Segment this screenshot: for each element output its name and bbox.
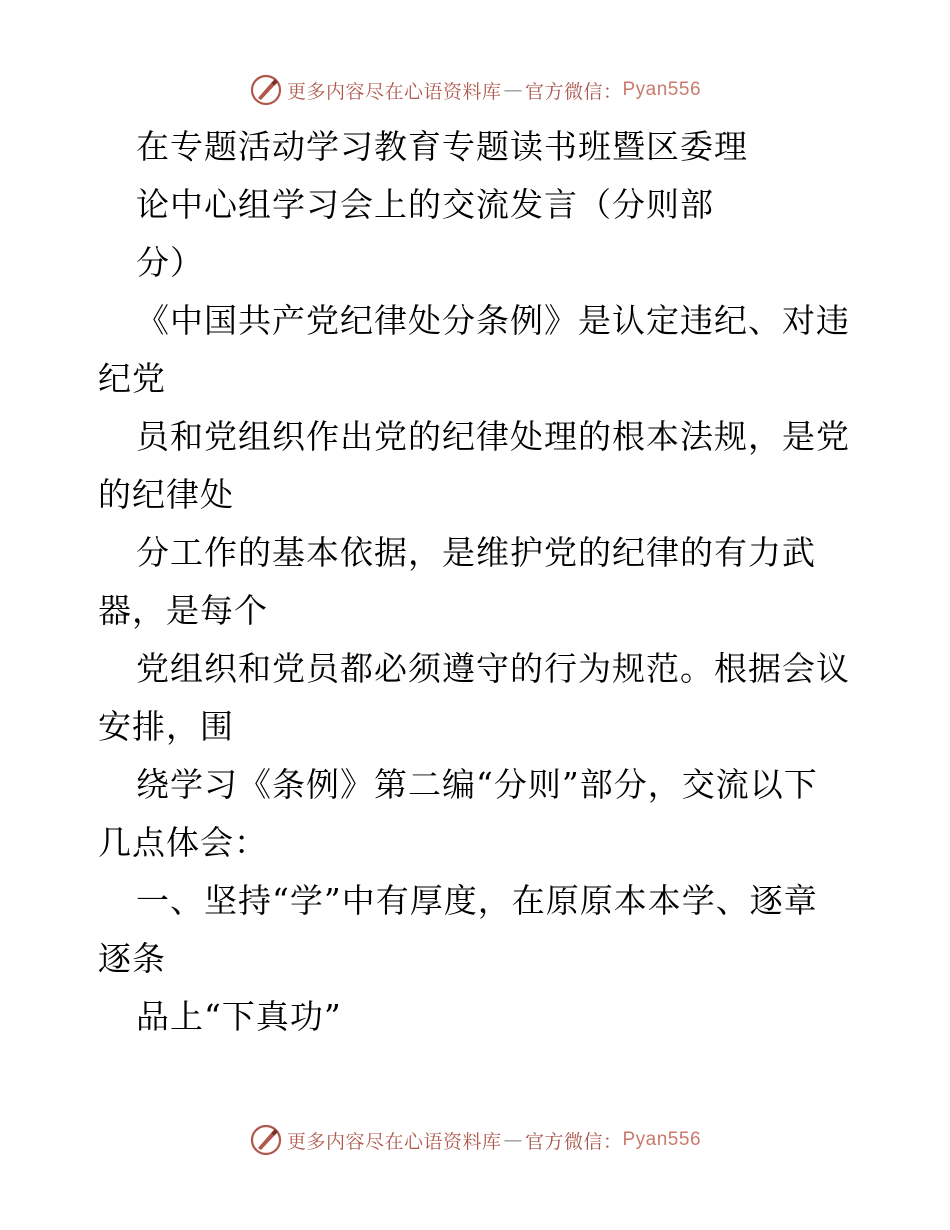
watermark-wechat-id: Pyan556 xyxy=(622,1129,702,1150)
document-line: 一、坚持“学”中有厚度，在原原本本学、逐章 xyxy=(136,881,818,920)
watermark-separator: — xyxy=(503,79,523,101)
watermark-wechat-label: 官方微信： xyxy=(524,80,623,103)
watermark-wechat-id: Pyan556 xyxy=(622,79,702,100)
header-watermark xyxy=(0,70,950,110)
watermark-wechat-label: 官方微信： xyxy=(524,1130,623,1153)
watermark-site-text: 更多内容尽在心语资料库 xyxy=(286,80,502,103)
pen-logo-icon xyxy=(249,73,283,107)
document-line: 的纪律处 xyxy=(98,475,234,514)
document-line: 安排，围 xyxy=(98,707,234,746)
document-line: 《中国共产党纪律处分条例》是认定违纪、对违 xyxy=(136,301,850,340)
document-line: 品上“下真功” xyxy=(136,997,342,1036)
document-line: 器，是每个 xyxy=(98,591,268,630)
document-line: 分） xyxy=(136,243,204,282)
watermark-separator: — xyxy=(503,1129,523,1151)
document-line: 纪党 xyxy=(98,359,166,398)
document-line: 绕学习《条例》第二编“分则”部分，交流以下 xyxy=(136,765,818,804)
document-line: 分工作的基本依据，是维护党的纪律的有力武 xyxy=(136,533,816,572)
document-line: 逐条 xyxy=(98,939,166,978)
footer-watermark xyxy=(0,1120,950,1160)
document-line: 员和党组织作出党的纪律处理的根本法规，是党 xyxy=(136,417,850,456)
pen-logo-icon xyxy=(249,1123,283,1157)
watermark-site-text: 更多内容尽在心语资料库 xyxy=(286,1130,502,1153)
document-line: 党组织和党员都必须遵守的行为规范。根据会议 xyxy=(136,649,850,688)
document-body xyxy=(98,118,858,1046)
document-line: 论中心组学习会上的交流发言（分则部 xyxy=(136,185,714,224)
document-line: 在专题活动学习教育专题读书班暨区委理 xyxy=(136,127,748,166)
document-line: 几点体会： xyxy=(98,823,268,862)
